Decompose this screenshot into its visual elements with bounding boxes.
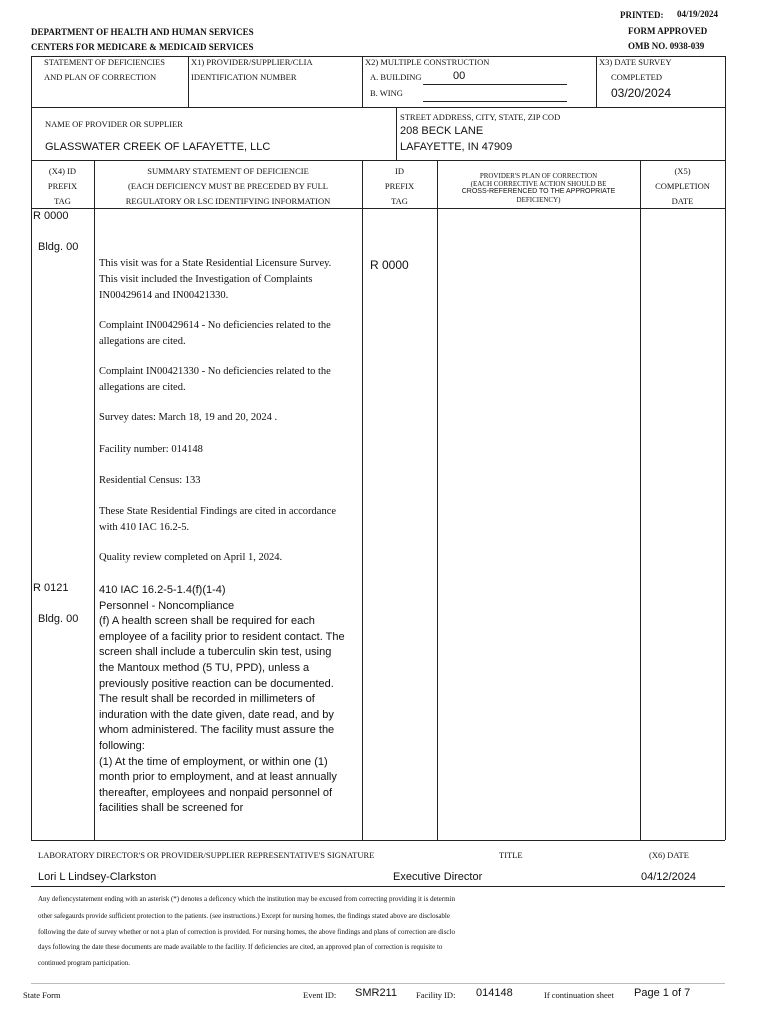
summary-header-3: REGULATORY OR LSC IDENTIFYING INFORMATION (125, 196, 331, 206)
disclaimer-line-3: following the date of survey whether or not a plan of correction is provided. For nursing homes, the above findings and plans of correction are disclo (38, 928, 455, 936)
disclaimer-line-5: continued program participation. (38, 959, 130, 967)
provider-name: GLASSWATER CREEK OF LAFAYETTE, LLC (45, 141, 271, 153)
tag-r0000-right: R 0000 (370, 258, 409, 272)
plan-header-3: CROSS-REFERENCED TO THE APPROPRIATE (461, 188, 616, 195)
plan-header-2: (EACH CORRECTIVE ACTION SHOULD BE (470, 180, 607, 188)
signature-label: LABORATORY DIRECTOR'S OR PROVIDER/SUPPLIER REPRESENTATIVE'S SIGNATURE (38, 850, 375, 860)
signature-date: 04/12/2024 (641, 871, 697, 883)
address-line-1: 208 BECK LANE (400, 125, 484, 137)
paragraph-quality-review: Quality review completed on April 1, 2024. (99, 552, 283, 563)
disclaimer-line-4: days following the date these documents are made available to the facility. If deficiencies are cited, an approved plan of correction is requisite to (38, 943, 443, 951)
address-label: STREET ADDRESS, CITY, STATE, ZIP COD (400, 112, 561, 122)
building-label: A. BUILDING (370, 72, 422, 82)
address-line-2: LAFAYETTE, IN 47909 (400, 141, 513, 153)
facility-id-label: Facility ID: (416, 990, 456, 1000)
signature-name: Lori L Lindsey-Clarkston (38, 871, 157, 883)
form-approved: FORM APPROVED (628, 26, 708, 36)
wing-label: B. WING (370, 88, 403, 98)
plan-header-4: DEFICIENCY) (516, 196, 561, 204)
tag-r0121: R 0121 (33, 582, 69, 594)
paragraph-survey-dates: Survey dates: March 18, 19 and 20, 2024 . (99, 412, 278, 423)
printed-label: PRINTED: (620, 10, 664, 20)
x6-date-label: (X6) DATE (649, 850, 689, 860)
building-value: 00 (453, 70, 466, 82)
statement-label-1: STATEMENT OF DEFICIENCIES (44, 57, 166, 67)
r0121-regulation-text: 410 IAC 16.2-5-1.4(f)(1-4) Personnel - Noncompliance (f) A health screen shall be required for each employee of a facility prior to resident contact. The screen shall include a tuberculin skin test, using the Mantoux method (5 TU, PPD), unless a previously positive reaction can be documented. The result shall be recorded in millimeters of induration with the date given, date read, and by whom administered. The facility must assure the following: (1) At the time of employment, or within one (1) month prior to employment, and at least annually thereafter, employees and nonpaid personnel of facilities shall be screened for (99, 584, 345, 815)
omb-number: OMB NO. 0938-039 (628, 41, 705, 51)
statement-label-2: AND PLAN OF CORRECTION (44, 72, 157, 82)
summary-header-1: SUMMARY STATEMENT OF DEFICIENCIE (147, 166, 309, 176)
centers-title: CENTERS FOR MEDICARE & MEDICAID SERVICES (31, 42, 254, 52)
x3-label: X3) DATE SURVEY (599, 57, 672, 67)
event-id-label: Event ID: (303, 990, 337, 1000)
signature-title: Executive Director (393, 871, 483, 883)
paragraph-census: Residential Census: 133 (99, 475, 201, 486)
bldg-r0000: Bldg. 00 (38, 241, 79, 253)
title-label: TITLE (499, 850, 523, 860)
plan-header-1: PROVIDER'S PLAN OF CORRECTION (479, 172, 598, 180)
id-header-1: ID (395, 166, 404, 176)
event-id-value: SMR211 (355, 987, 397, 999)
x4-header-1: (X4) ID (48, 166, 77, 176)
x1-label-1: X1) PROVIDER/SUPPLIER/CLIA (191, 57, 313, 67)
x1-label-2: IDENTIFICATION NUMBER (191, 72, 297, 82)
facility-id-value: 014148 (476, 987, 513, 999)
bldg-r0121: Bldg. 00 (38, 613, 79, 625)
page-number: Page 1 of 7 (634, 987, 691, 999)
disclaimer-line-1: Any defiencystatement ending with an asterisk (*) denotes a deficency which the institution may be excused from correcting providing it is determin (38, 895, 455, 903)
summary-header-2: (EACH DEFICIENCY MUST BE PRECEDED BY FULL (128, 181, 328, 191)
x2-label: X2) MULTIPLE CONSTRUCTION (365, 57, 490, 67)
x5-header-2: COMPLETION (655, 181, 710, 191)
x5-header-3: DATE (671, 196, 694, 206)
id-header-3: TAG (391, 196, 408, 206)
disclaimer-line-2: other safegaurds provide sufficient protection to the patients. (see instructions.) Except for nursing homes, the findings stated above are disclosable (38, 912, 450, 920)
provider-name-label: NAME OF PROVIDER OR SUPPLIER (45, 119, 183, 129)
x4-header-2: PREFIX (47, 181, 78, 191)
department-title: DEPARTMENT OF HEALTH AND HUMAN SERVICES (31, 27, 254, 37)
state-form-label: State Form (23, 990, 61, 1000)
paragraph-complaint-1: Complaint IN00429614 - No deficiencies related to the allegations are cited. (99, 320, 331, 347)
x5-header-1: (X5) (674, 166, 691, 176)
x4-header-3: TAG (54, 196, 71, 206)
id-header-2: PREFIX (384, 181, 415, 191)
paragraph-findings: These State Residential Findings are cited in accordance with 410 IAC 16.2-5. (99, 506, 337, 533)
continuation-label: If continuation sheet (544, 990, 614, 1000)
paragraph-complaint-2: Complaint IN00421330 - No deficiencies related to the allegations are cited. (99, 366, 331, 393)
completed-date: 03/20/2024 (611, 86, 672, 100)
paragraph-visit: This visit was for a State Residential Licensure Survey. This visit included the Investigation of Complaints IN00429614 and IN00421330. (99, 258, 332, 301)
printed-date: 04/19/2024 (677, 9, 719, 19)
completed-label: COMPLETED (611, 72, 662, 82)
paragraph-facility-number: Facility number: 014148 (99, 444, 203, 455)
tag-r0000: R 0000 (33, 210, 69, 222)
